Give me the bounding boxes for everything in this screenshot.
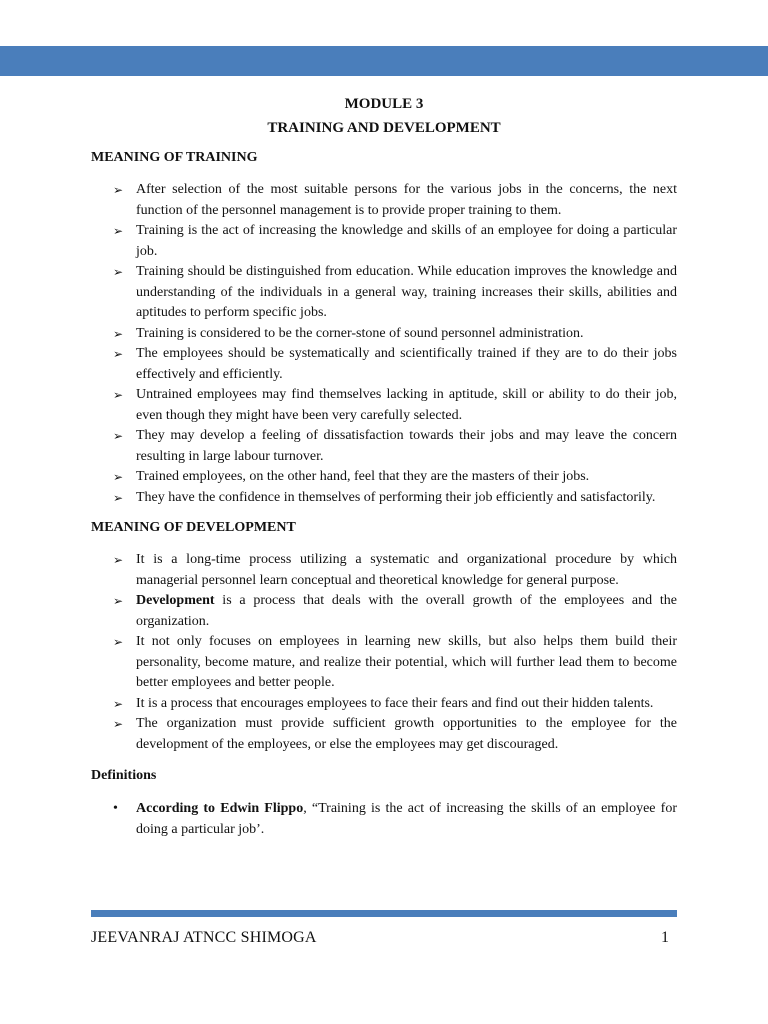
list-item: ➢ The organization must provide sufficient growth opportunities to the employee for the development of the employees, or else the employees may get discouraged.	[113, 716, 677, 752]
arrow-bullet-icon: ➢	[113, 635, 124, 649]
arrow-bullet-icon: ➢	[113, 594, 124, 608]
list-item: ➢ They may develop a feeling of dissatisfaction towards their jobs and may leave the concern resulting in large labour turnover.	[113, 428, 677, 464]
list-item: ➢ They have the confidence in themselves of performing their job efficiently and satisfactorily.	[91, 488, 677, 509]
arrow-bullet-icon: ➢	[113, 470, 124, 484]
list-item: ➢ The employees should be systematically and scientifically trained if they are to do their jobs effectively and efficiently.	[113, 346, 677, 382]
list-item: ➢ It is a long-time process utilizing a systematic and organizational procedure by which managerial personnel learn conceptual and theoretical knowledge for general purpose.	[113, 552, 677, 588]
arrow-bullet-icon: ➢	[113, 326, 124, 341]
arrow-bullet-icon: ➢	[113, 183, 124, 197]
arrow-bullet-icon: ➢	[113, 265, 124, 279]
definition-author: According to Edwin Flippo	[136, 801, 304, 816]
list-item: ➢ Training should be distinguished from education. While education improves the knowledge and understanding of the individuals in a general way, training increases their skills, abilities and aptitudes to perform specific jobs.	[113, 264, 677, 320]
page-number: 1	[661, 929, 669, 946]
development-term: Development	[136, 593, 215, 608]
arrow-bullet-icon: ➢	[113, 388, 124, 402]
list-item: ➢ Training is considered to be the corner-stone of sound personnel administration.	[91, 324, 677, 345]
list-item: ➢ Trained employees, on the other hand, feel that they are the masters of their jobs.	[91, 467, 677, 488]
arrow-bullet-icon: ➢	[113, 490, 124, 505]
training-heading: MEANING OF TRAINING	[91, 150, 258, 165]
definitions-heading: Definitions	[91, 768, 157, 783]
list-item: • According to Edwin Flippo, “Training is the act of increasing the skills of an employee for doing a particular job’.	[113, 801, 677, 837]
list-item: ➢ It is a process that encourages employees to face their fears and find out their hidden talents.	[91, 694, 677, 715]
list-item: ➢ Training is the act of increasing the knowledge and skills of an employee for doing a particular job.	[113, 223, 677, 259]
header-band	[0, 46, 768, 76]
page-content	[91, 92, 677, 840]
module-number: MODULE 3	[344, 96, 424, 112]
page-title: TRAINING AND DEVELOPMENT	[267, 120, 501, 136]
training-list	[91, 180, 677, 508]
list-item: ➢ It not only focuses on employees in learning new skills, but also helps them build their personality, become mature, and realize their potential, which will further lead them to become better employees and better people.	[113, 634, 677, 690]
arrow-bullet-icon: ➢	[113, 347, 124, 361]
arrow-bullet-icon: ➢	[113, 224, 124, 238]
development-heading: MEANING OF DEVELOPMENT	[91, 520, 296, 535]
definitions-list	[91, 799, 677, 840]
footer-author: JEEVANRAJ ATNCC SHIMOGA	[91, 929, 317, 946]
arrow-bullet-icon: ➢	[113, 553, 124, 567]
dot-bullet-icon: •	[113, 801, 118, 816]
list-item: ➢ Development is a process that deals with the overall growth of the employees and the organization.	[113, 593, 677, 629]
footer-rule	[91, 910, 677, 917]
arrow-bullet-icon: ➢	[113, 717, 124, 731]
list-item: ➢ After selection of the most suitable persons for the various jobs in the concerns, the next function of the personnel management is to provide proper training to them.	[113, 182, 677, 218]
arrow-bullet-icon: ➢	[113, 696, 124, 711]
development-list	[91, 550, 677, 755]
list-item: ➢ Untrained employees may find themselves lacking in aptitude, skill or ability to do their job, even though they might have been very carefully selected.	[113, 387, 677, 423]
arrow-bullet-icon: ➢	[113, 429, 124, 443]
